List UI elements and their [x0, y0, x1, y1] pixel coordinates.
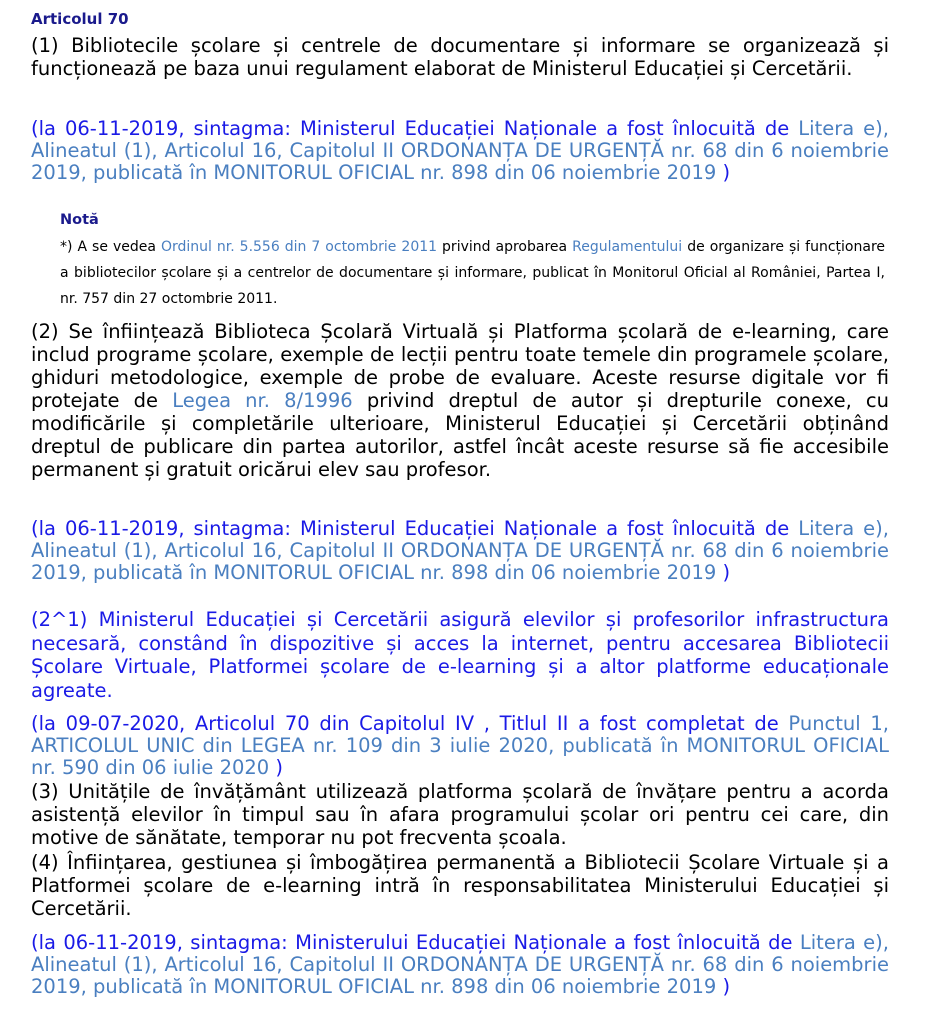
- amendment-suffix: ): [716, 975, 731, 998]
- nota-text: [60, 234, 885, 312]
- legea-8-1996-link[interactable]: Legea nr. 8/1996: [172, 389, 353, 412]
- ordin-link[interactable]: Ordinul nr. 5.556 din 7 octombrie 2011: [160, 239, 438, 255]
- paragraph-4: (4) Înființarea, gestiunea și îmbogățirea permanentă a Bibliotecii Școlare Virtuale și a Platformei școlare de e-learning intră în responsabilitatea Ministerului Educației și Cercetării.: [31, 851, 889, 920]
- amendment-prefix: (la 06-11-2019, sintagma: Ministerului Educației Naționale a fost înlocuită de: [31, 931, 800, 954]
- paragraph-1: (1) Bibliotecile școlare și centrele de documentare și informare se organizează și funcționează pe baza unui regulament elaborat de Ministerul Educației și Cercetării.: [31, 34, 889, 80]
- paragraph-2-1: (2^1) Ministerul Educației și Cercetării asigură elevilor și profesorilor infrastructura necesară, constând în dispozitive și acces la internet, pentru accesarea Bibliotecii Școlare Virtuale, Platformei școlare de e-learning și a altor platforme educaționale agreate.: [31, 608, 889, 702]
- amendment-prefix: (la 09-07-2020, Articolul 70 din Capitolul IV , Titlul II a fost completat de: [31, 712, 789, 735]
- nota-block: [60, 212, 885, 312]
- amendment-prefix: (la 06-11-2019, sintagma: Ministerul Educației Naționale a fost înlocuită de: [31, 117, 799, 140]
- amendment-note-3: [31, 713, 889, 779]
- amendment-note-1: [31, 118, 889, 184]
- amendment-link[interactable]: Punctul 1, ARTICOLUL UNIC din LEGEA nr. 109 din 3 iulie 2020, publicată în MONITORUL OFICIAL nr. 590 din 06 iulie 2020: [31, 712, 889, 779]
- amendment-note-2: [31, 518, 889, 584]
- amendment-suffix: ): [269, 756, 284, 779]
- amendment-link[interactable]: Litera e), Alineatul (1), Articolul 16, Capitolul II ORDONANȚA DE URGENȚĂ nr. 68 din 6 noiembrie 2019, publicată în MONITORUL OFICIAL nr. 898 din 06 noiembrie 2019: [31, 117, 889, 184]
- amendment-note-4: [31, 932, 889, 998]
- article-title: Articolul 70: [31, 10, 129, 28]
- amendment-link[interactable]: Litera e), Alineatul (1), Articolul 16, Capitolul II ORDONANȚA DE URGENȚĂ nr. 68 din 6 noiembrie 2019, publicată în MONITORUL OFICIAL nr. 898 din 06 noiembrie 2019: [31, 517, 889, 584]
- paragraph-2-text: (2) Se înființează Biblioteca Școlară Virtuală și Platforma școlară de e-learning, care includ programe școlare, exemple de lecții pentru toate temele din programele școlare, ghiduri metodologice, exemple de probe de evaluare. Aceste resurse digitale vor fi protejate de: [31, 320, 889, 412]
- amendment-prefix: (la 06-11-2019, sintagma: Ministerul Educației Naționale a fost înlocuită de: [31, 517, 799, 540]
- regulament-link[interactable]: Regulamentului: [572, 239, 683, 255]
- paragraph-2-text: privind dreptul de autor și drepturile conexe, cu modificările și completările ulterioare, Ministerul Educației și Cercetării obținând dreptul de publicare din partea autorilor, astfel încât aceste resurse să fie accesibile permanent și gratuit oricărui elev sau profesor.: [31, 389, 889, 481]
- amendment-suffix: ): [716, 161, 731, 184]
- nota-title: Notă: [60, 212, 99, 228]
- nota-text-part: de organizare și funcționare a bibliotecilor școlare și a centrelor de documentare și informare, publicat în Monitorul Oficial al României, Partea I, nr. 757 din 27 octombrie 2011.: [60, 239, 886, 307]
- amendment-link[interactable]: Litera e), Alineatul (1), Articolul 16, Capitolul II ORDONANȚA DE URGENȚĂ nr. 68 din 6 noiembrie 2019, publicată în MONITORUL OFICIAL nr. 898 din 06 noiembrie 2019: [31, 931, 889, 998]
- paragraph-2: [31, 320, 889, 481]
- nota-text-part: privind aprobarea: [437, 239, 573, 255]
- paragraph-3: (3) Unitățile de învățământ utilizează platforma școlară de învățare pentru a acorda asistență elevilor în timpul sau în afara programului școlar ori pentru cei care, din motive de sănătate, temporar nu pot frecventa școala.: [31, 780, 889, 849]
- nota-text-part: *) A se vedea: [60, 239, 161, 255]
- amendment-suffix: ): [716, 561, 731, 584]
